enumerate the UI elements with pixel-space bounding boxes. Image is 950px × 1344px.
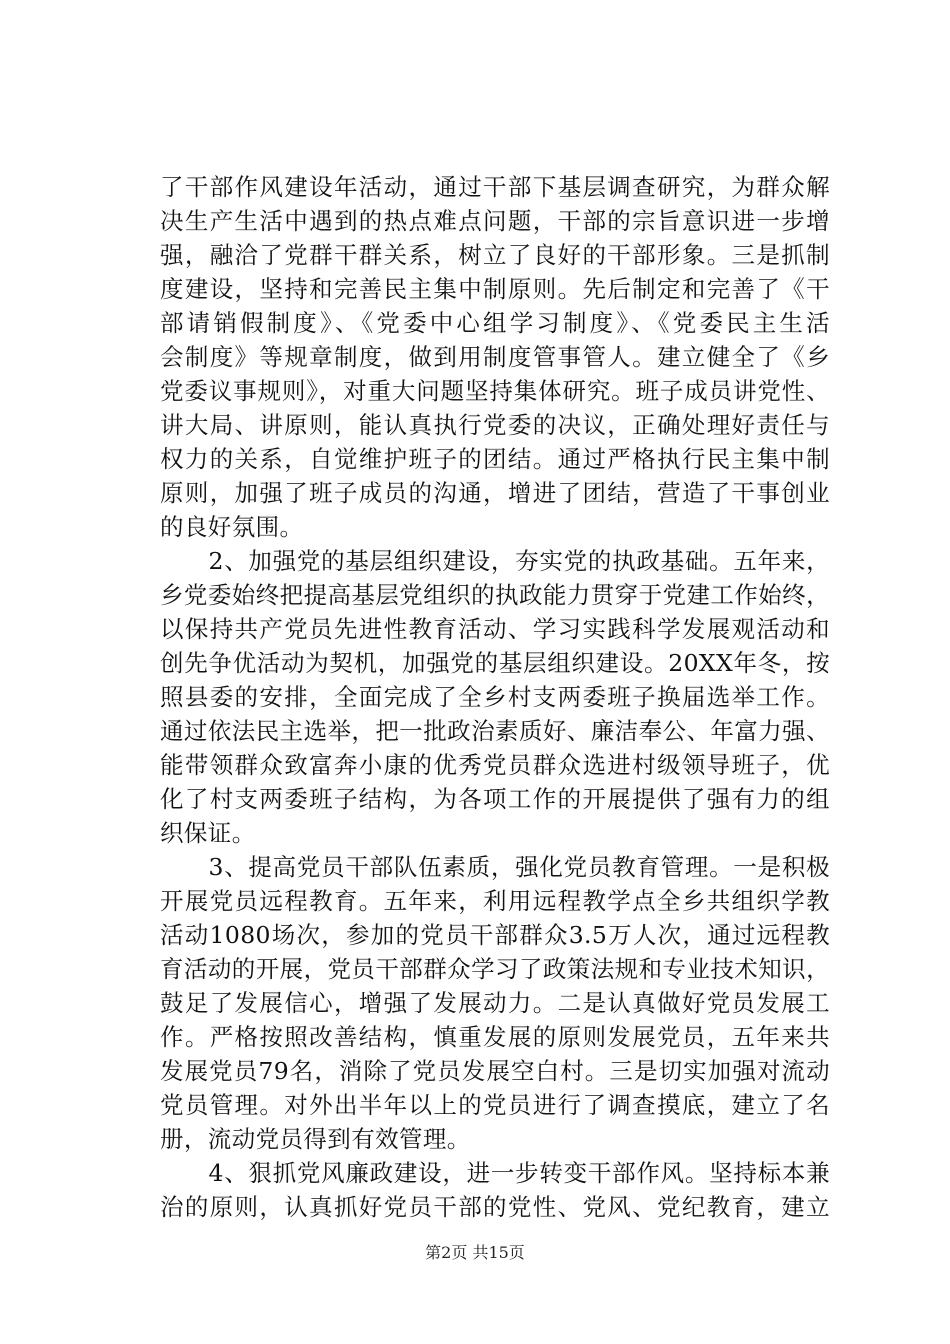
body-line: 权力的关系，自觉维护班子的团结。通过严格执行民主集中制 bbox=[160, 445, 830, 473]
body-line: 决生产生活中遇到的热点难点问题，干部的宗旨意识进一步增 bbox=[160, 207, 830, 235]
body-line: 强，融洽了党群干群关系，树立了良好的干部形象。三是抓制 bbox=[160, 241, 830, 269]
body-line: 党委议事规则》，对重大问题坚持集体研究。班子成员讲党性、 bbox=[160, 377, 830, 405]
paragraph-start-line: 4、狠抓党风廉政建设，进一步转变干部作风。坚持标本兼 bbox=[160, 1159, 830, 1187]
body-line: 部请销假制度》、《党委中心组学习制度》、《党委民主生活 bbox=[160, 309, 830, 337]
paragraph-start-line: 2、加强党的基层组织建设，夯实党的执政基础。五年来， bbox=[160, 547, 830, 575]
body-line: 发展党员79名，消除了党员发展空白村。三是切实加强对流动 bbox=[160, 1057, 830, 1085]
body-line: 开展党员远程教育。五年来，利用远程教学点全乡共组织学教 bbox=[160, 887, 830, 915]
body-line: 照县委的安排，全面完成了全乡村支两委班子换届选举工作。 bbox=[160, 683, 830, 711]
body-line: 讲大局、讲原则，能认真执行党委的决议，正确处理好责任与 bbox=[160, 411, 830, 439]
body-line: 会制度》等规章制度，做到用制度管事管人。建立健全了《乡 bbox=[160, 343, 830, 371]
body-line: 化了村支两委班子结构，为各项工作的开展提供了强有力的组 bbox=[160, 785, 830, 813]
body-line: 能带领群众致富奔小康的优秀党员群众选进村级领导班子，优 bbox=[160, 751, 830, 779]
body-line: 通过依法民主选举，把一批政治素质好、廉洁奉公、年富力强、 bbox=[160, 717, 830, 745]
body-line: 治的原则，认真抓好党员干部的党性、党风、党纪教育，建立 bbox=[160, 1193, 830, 1221]
body-line: 活动1080场次，参加的党员干部群众3.5万人次，通过远程教 bbox=[160, 921, 830, 949]
body-line: 了干部作风建设年活动，通过干部下基层调查研究，为群众解 bbox=[160, 173, 830, 201]
body-line: 以保持共产党员先进性教育活动、学习实践科学发展观活动和 bbox=[160, 615, 830, 643]
body-line: 织保证。 bbox=[160, 819, 256, 847]
body-line: 创先争优活动为契机，加强党的基层组织建设。20XX年冬，按 bbox=[160, 649, 830, 677]
body-line: 原则，加强了班子成员的沟通，增进了团结，营造了干事创业 bbox=[160, 479, 830, 507]
body-line: 党员管理。对外出半年以上的党员进行了调查摸底，建立了名 bbox=[160, 1091, 830, 1119]
body-line: 册，流动党员得到有效管理。 bbox=[160, 1125, 471, 1153]
body-line: 育活动的开展，党员干部群众学习了政策法规和专业技术知识， bbox=[160, 955, 830, 983]
body-line: 的良好氛围。 bbox=[160, 513, 304, 541]
body-line: 度建设，坚持和完善民主集中制原则。先后制定和完善了《干 bbox=[160, 275, 830, 303]
page-footer: 第2页 共15页 bbox=[425, 1243, 525, 1262]
body-line: 作。严格按照改善结构，慎重发展的原则发展党员，五年来共 bbox=[160, 1023, 830, 1051]
paragraph-start-line: 3、提高党员干部队伍素质，强化党员教育管理。一是积极 bbox=[160, 853, 830, 881]
body-line: 鼓足了发展信心，增强了发展动力。二是认真做好党员发展工 bbox=[160, 989, 830, 1017]
body-line: 乡党委始终把提高基层党组织的执政能力贯穿于党建工作始终， bbox=[160, 581, 830, 609]
